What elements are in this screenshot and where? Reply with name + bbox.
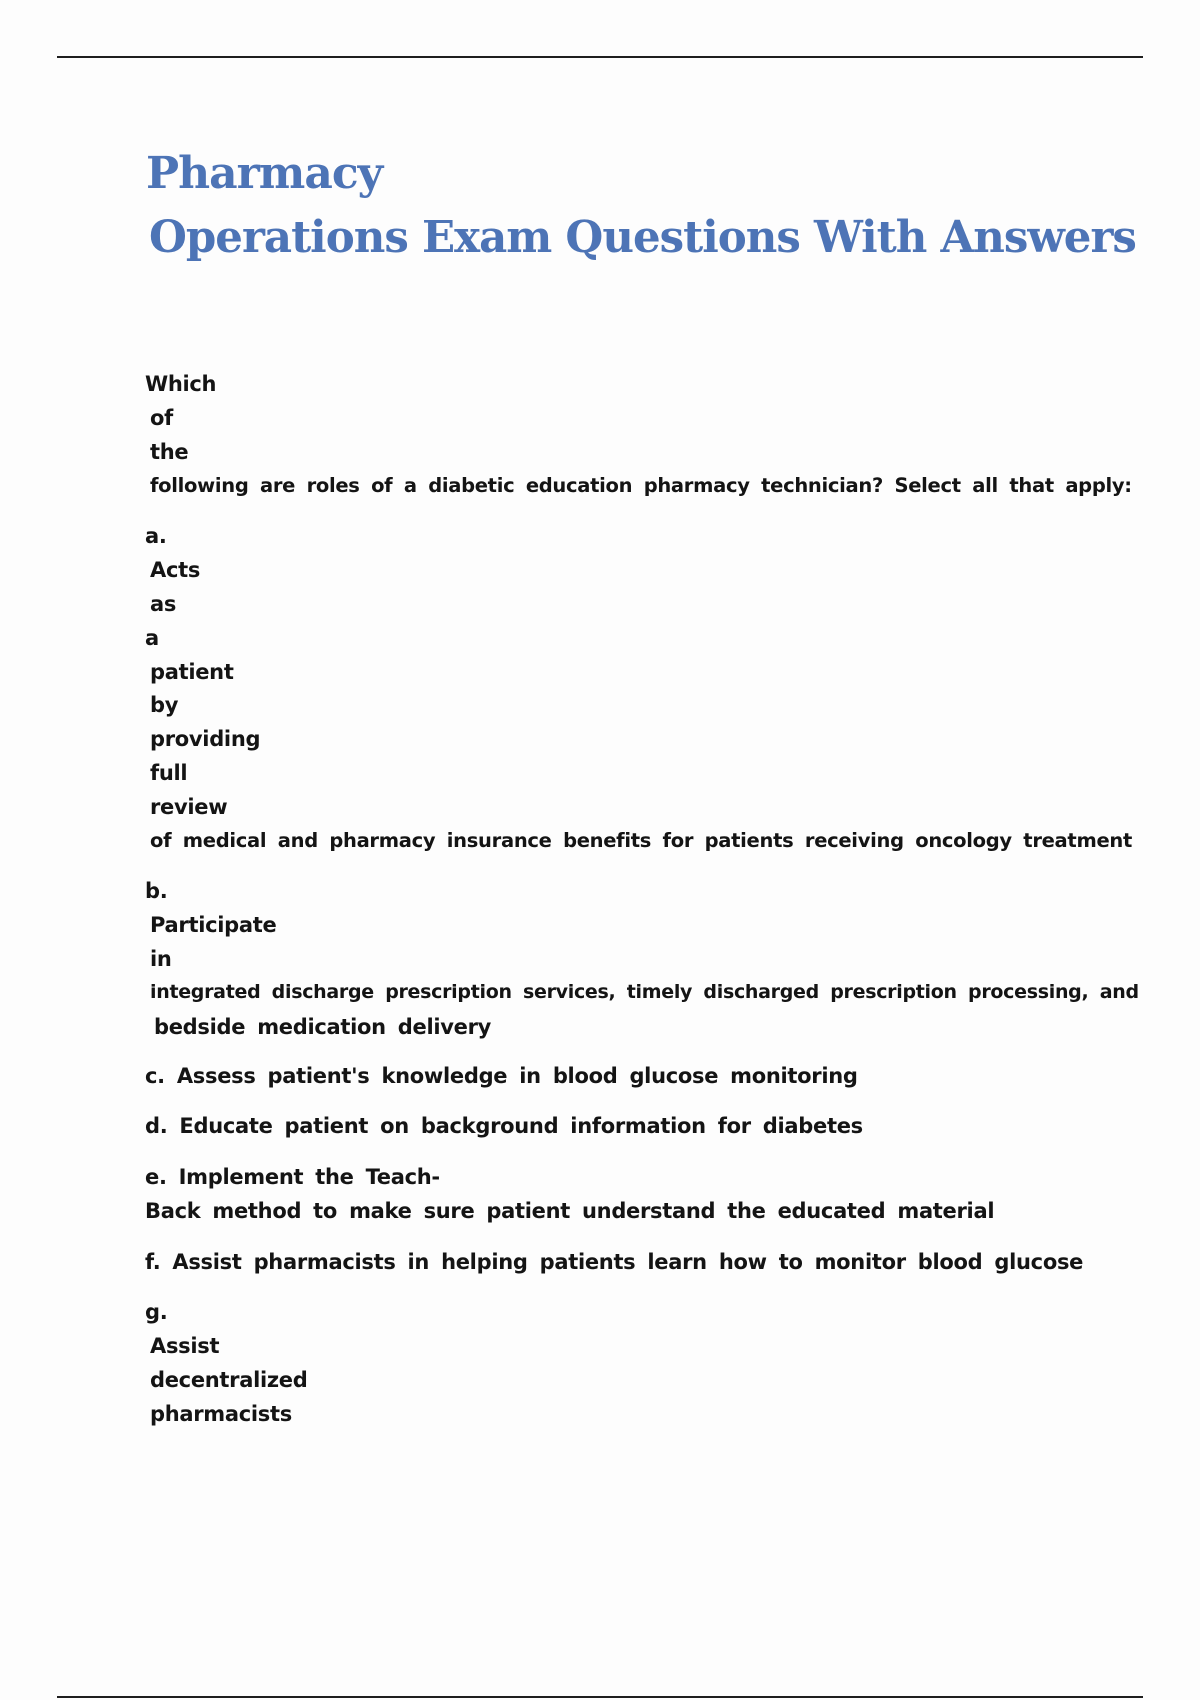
document-title-line-1: Pharmacy bbox=[146, 148, 383, 199]
question-line: the bbox=[150, 440, 189, 464]
option-line: c. Assess patient's knowledge in blood glucose monitoring bbox=[145, 1064, 858, 1088]
option-line: pharmacists bbox=[150, 1402, 292, 1426]
option-line: full bbox=[150, 761, 188, 785]
option-line: a. bbox=[145, 524, 167, 548]
option-line: a bbox=[145, 626, 159, 650]
option-line: Acts bbox=[150, 558, 201, 582]
question-line: Which bbox=[145, 372, 217, 396]
top-rule bbox=[57, 56, 1143, 58]
option-line: g. bbox=[145, 1300, 168, 1324]
option-line: patient bbox=[150, 660, 234, 684]
option-line: of medical and pharmacy insurance benefits for patients receiving oncology treatment bbox=[150, 829, 1132, 852]
bottom-rule bbox=[57, 1696, 1143, 1698]
option-line: integrated discharge prescription services, timely discharged prescription processing, and bbox=[150, 981, 1139, 1003]
option-line: by bbox=[150, 693, 179, 717]
option-line: Assist bbox=[150, 1334, 220, 1358]
option-line: Participate bbox=[150, 913, 277, 937]
option-line: e. Implement the Teach- bbox=[145, 1165, 440, 1189]
option-line: in bbox=[150, 947, 172, 971]
option-line: decentralized bbox=[150, 1368, 308, 1392]
option-line: d. Educate patient on background information for diabetes bbox=[145, 1114, 863, 1138]
option-line: as bbox=[150, 592, 177, 616]
document-title-line-2: Operations Exam Questions With Answers bbox=[149, 212, 1136, 263]
option-line: bedside medication delivery bbox=[154, 1015, 492, 1039]
question-line: of bbox=[150, 406, 173, 430]
option-line: f. Assist pharmacists in helping patients learn how to monitor blood glucose bbox=[145, 1250, 1084, 1274]
option-line: providing bbox=[150, 727, 261, 751]
question-line: following are roles of a diabetic education pharmacy technician? Select all that apply: bbox=[150, 474, 1132, 497]
option-line: review bbox=[150, 795, 228, 819]
option-line: b. bbox=[145, 879, 168, 903]
option-line: Back method to make sure patient understand the educated material bbox=[145, 1199, 995, 1223]
